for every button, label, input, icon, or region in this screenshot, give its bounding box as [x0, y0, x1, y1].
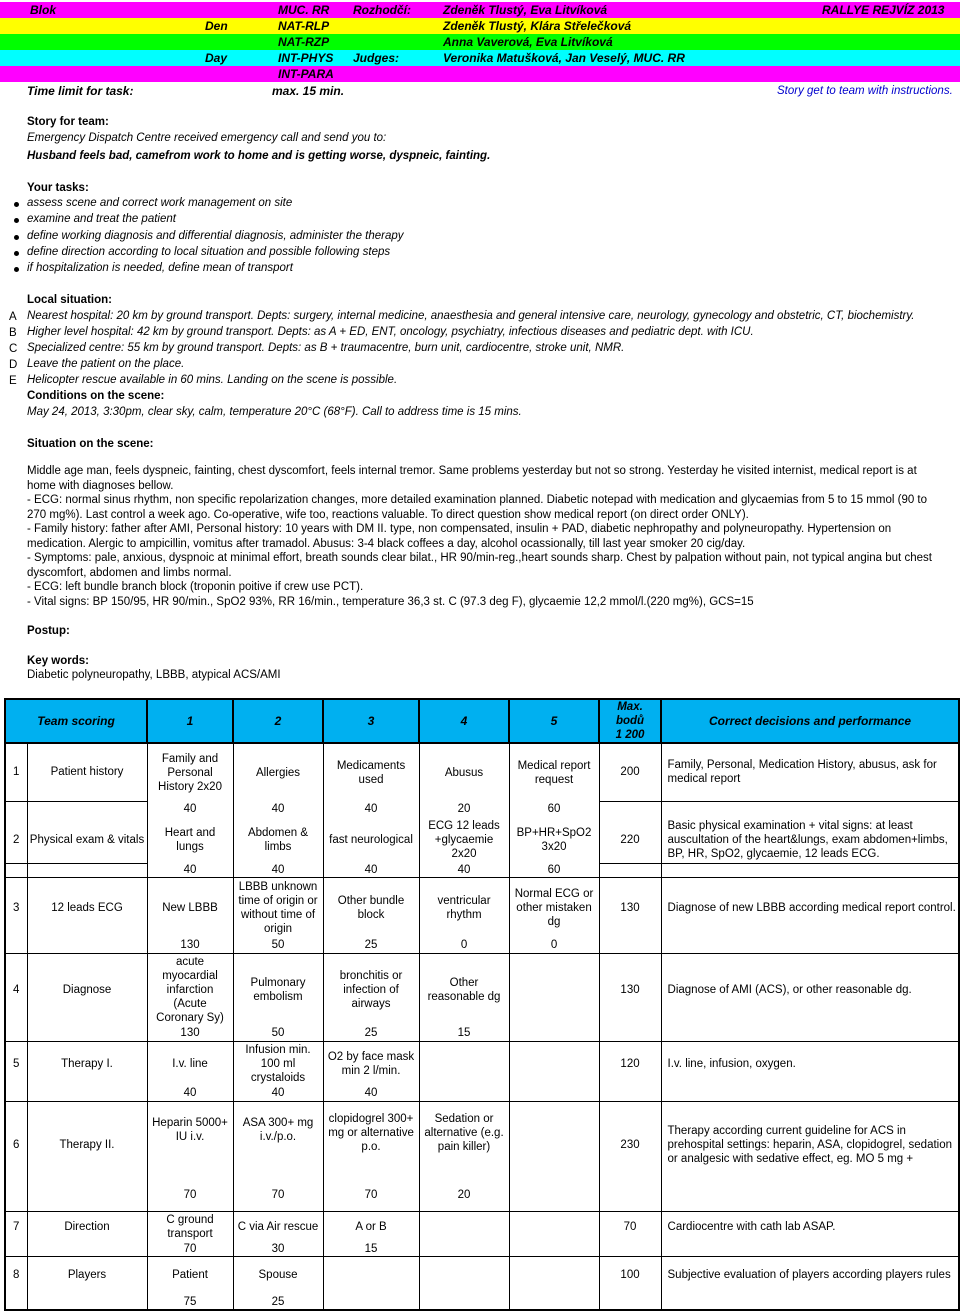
- item-cell: Allergies: [233, 743, 323, 801]
- points-cell: [509, 1086, 599, 1102]
- points-cell: 20: [419, 1188, 509, 1212]
- item-cell: [419, 1212, 509, 1242]
- max-points: 100: [599, 1256, 661, 1294]
- row-description: Subjective evaluation of players according players rules: [661, 1256, 959, 1294]
- header-team-scoring: Team scoring: [5, 699, 147, 743]
- points-cell: 70: [147, 1188, 233, 1212]
- row-name: Diagnose: [27, 954, 147, 1026]
- item-cell: fast neurological: [323, 817, 419, 863]
- max-points: 220: [599, 817, 661, 863]
- label-den: Den: [205, 19, 228, 33]
- item-cell: Medicaments used: [323, 743, 419, 801]
- table-row: [5, 1102, 959, 1188]
- table-row-points: [5, 863, 959, 878]
- time-limit-value: max. 15 min.: [272, 84, 345, 98]
- item-cell: Heart and lungs: [147, 817, 233, 863]
- local-letter-e: E: [9, 375, 17, 387]
- story-title: Story for team:: [27, 116, 109, 128]
- table-row-points: [5, 1188, 959, 1212]
- item-cell: clopidogrel 300+ mg or alternative p.o.: [323, 1102, 419, 1188]
- points-cell: 25: [233, 1294, 323, 1310]
- item-cell: Normal ECG or other mistaken dg: [509, 878, 599, 938]
- header-max-label: Max. bodů: [615, 701, 645, 727]
- points-cell: [323, 1294, 419, 1310]
- local-item-e: Helicopter rescue available in 60 mins. Landing on the scene is possible.: [27, 374, 398, 386]
- header-row-day: [0, 50, 960, 66]
- max-points: 70: [599, 1212, 661, 1242]
- story-line-1: Emergency Dispatch Centre received emergency call and send you to:: [27, 132, 387, 144]
- judges-names-4: Veronika Matušková, Jan Veselý, MUC. RR: [443, 51, 685, 65]
- points-cell: [419, 1242, 509, 1257]
- header-col-2: 2: [233, 699, 323, 743]
- item-cell: A or B: [323, 1212, 419, 1242]
- header-col-1: 1: [147, 699, 233, 743]
- points-cell: 50: [233, 1026, 323, 1042]
- bullet-icon: [14, 251, 19, 256]
- story-line-2: Husband feels bad, camefrom work to home and is getting worse, dyspneic, fainting.: [27, 150, 491, 162]
- item-cell: BP+HR+SpO2 3x20: [509, 817, 599, 863]
- points-cell: 30: [233, 1242, 323, 1257]
- points-cell: 130: [147, 1026, 233, 1042]
- situation-title: Situation on the scene:: [27, 438, 154, 450]
- points-cell: 25: [323, 938, 419, 954]
- points-cell: 40: [323, 1086, 419, 1102]
- max-points: 200: [599, 743, 661, 801]
- item-cell: O2 by face mask min 2 l/min.: [323, 1042, 419, 1086]
- row-number: 4: [5, 954, 27, 1026]
- row-name: Players: [27, 1256, 147, 1294]
- points-cell: [509, 1188, 599, 1212]
- points-cell: 70: [323, 1188, 419, 1212]
- row-number: 8: [5, 1256, 27, 1294]
- task-item: define direction according to local situation and possible following steps: [27, 246, 391, 258]
- header-row-blok: [0, 2, 960, 18]
- max-points: 130: [599, 954, 661, 1026]
- item-cell: Sedation or alternative (e.g. pain killer): [419, 1102, 509, 1188]
- item-cell: [419, 1042, 509, 1086]
- scoring-header-row: [5, 699, 959, 743]
- item-cell: C ground transport: [147, 1212, 233, 1242]
- situation-paragraph: - ECG: left bundle branch block (troponin poitive if crew use PCT).: [27, 581, 364, 593]
- table-row-points: [5, 1026, 959, 1042]
- row-description: Diagnose of new LBBB according medical report control.: [661, 878, 959, 938]
- row-description: Therapy according current guideline for ACS in prehospital settings: heparin, ASA, clopidogrel, sedation or analgesic with sedative effect, eg. MO 5 mg +: [661, 1102, 959, 1188]
- situation-paragraph: Middle age man, feels dyspneic, fainting, chest dyscomfort, feels internal tremor. Same problems yesterday but not so strong. Yesterday he visited internist, medical report is at home with diagnoses bellow.: [27, 465, 917, 492]
- points-cell: 130: [147, 938, 233, 954]
- points-cell: 40: [147, 801, 233, 817]
- row-description: I.v. line, infusion, oxygen.: [661, 1042, 959, 1086]
- row-number: 7: [5, 1212, 27, 1242]
- item-cell: ventricular rhythm: [419, 878, 509, 938]
- item-cell: Abdomen & limbs: [233, 817, 323, 863]
- table-row-points: [5, 1086, 959, 1102]
- time-limit-label: Time limit for task:: [27, 84, 134, 98]
- conditions-text: May 24, 2013, 3:30pm, clear sky, calm, temperature 20°C (68°F). Call to address time is 15 mins.: [27, 406, 522, 418]
- table-row-points: [5, 938, 959, 954]
- row-number: 1: [5, 743, 27, 801]
- item-cell: [509, 1212, 599, 1242]
- label-day: Day: [205, 51, 228, 65]
- header-decisions: Correct decisions and performance: [661, 699, 959, 743]
- points-cell: [419, 1294, 509, 1310]
- item-cell: Medical report request: [509, 743, 599, 801]
- row-description: Family, Personal, Medication History, abusus, ask for medical report: [661, 743, 959, 801]
- max-points: 130: [599, 878, 661, 938]
- header-max-value: 1 200: [615, 729, 645, 741]
- points-cell: 40: [233, 863, 323, 878]
- points-cell: 40: [419, 863, 509, 878]
- item-cell: bronchitis or infection of airways: [323, 954, 419, 1026]
- row-description: Diagnose of AMI (ACS), or other reasonable dg.: [661, 954, 959, 1026]
- task-item: examine and treat the patient: [27, 213, 176, 225]
- row-name: Direction: [27, 1212, 147, 1242]
- local-item-b: Higher level hospital: 42 km by ground transport. Depts: as A + ED, ENT, oncology, psychiatry, infectious diseases and pediatric dept. with ICU.: [27, 326, 754, 338]
- item-cell: [509, 1102, 599, 1188]
- points-cell: [509, 1242, 599, 1257]
- item-cell: Abusus: [419, 743, 509, 801]
- points-cell: 20: [419, 801, 509, 817]
- table-row: [5, 1256, 959, 1294]
- points-cell: [509, 1026, 599, 1042]
- task-item: if hospitalization is needed, define mean of transport: [27, 262, 293, 274]
- points-cell: 40: [147, 1086, 233, 1102]
- row-description: Basic physical examination + vital signs: at least auscultation of the heart&lungs, exam abdomen+limbs, BP, HR, SpO2, glycaemie, 12 leads ECG.: [661, 817, 959, 863]
- header-row-nat-rzp: [0, 34, 960, 50]
- header-row-int-para: [0, 66, 960, 82]
- item-cell: ECG 12 leads +glycaemie 2x20: [419, 817, 509, 863]
- local-item-c: Specialized centre: 55 km by ground transport. Depts: as B + traumacentre, burn unit, cardiocentre, stroke unit, NMR.: [27, 342, 625, 354]
- table-row: [5, 878, 959, 938]
- item-cell: Family and Personal History 2x20: [147, 743, 233, 801]
- row-name: Physical exam & vitals: [27, 817, 147, 863]
- item-cell: LBBB unknown time of origin or without time of origin: [233, 878, 323, 938]
- label-int-phys: INT-PHYS: [278, 51, 334, 65]
- row-name: Patient history: [27, 743, 147, 801]
- label-judges: Judges:: [353, 51, 400, 65]
- item-cell: [509, 954, 599, 1026]
- max-points: 120: [599, 1042, 661, 1086]
- task-item: assess scene and correct work management on site: [27, 197, 293, 209]
- item-cell: [323, 1256, 419, 1294]
- item-cell: Pulmonary embolism: [233, 954, 323, 1026]
- tasks-title: Your tasks:: [27, 182, 89, 194]
- keywords-text: Diabetic polyneuropathy, LBBB, atypical ACS/AMI: [27, 669, 281, 681]
- points-cell: 60: [509, 801, 599, 817]
- header-row-den: [0, 18, 960, 34]
- item-cell: Spouse: [233, 1256, 323, 1294]
- task-item: define working diagnosis and differential diagnosis, administer the therapy: [27, 230, 404, 242]
- table-row: [5, 817, 959, 863]
- item-cell: Patient: [147, 1256, 233, 1294]
- story-note: Story get to team with instructions.: [777, 85, 953, 97]
- points-cell: 0: [419, 938, 509, 954]
- situation-paragraph: - Vital signs: BP 150/95, HR 90/min., SpO2 93%, RR 16/min., temperature 36,3 st. C (97.3 deg F), glycaemie 12,2 mmol/l.(220 mg%), GCS=15: [27, 596, 754, 608]
- table-row-points: [5, 1294, 959, 1310]
- row-number: 2: [5, 817, 27, 863]
- table-row: [5, 1212, 959, 1242]
- situation-paragraph: - Family history: father after AMI, Personal history: 10 years with DM II. type, non compensated, insulin + PAD, diabetic nephropathy and polyneuropathy. Hypertension on medication. Alergic to ampicillin, vomitus after tramadol. Abusus: 3-4 black coffees a day, alcohol ocassionally, till last year smoker 20 cig/day.: [27, 523, 892, 550]
- item-cell: [509, 1042, 599, 1086]
- bullet-icon: [14, 235, 19, 240]
- keywords-title: Key words:: [27, 655, 89, 667]
- local-letter-d: D: [9, 359, 18, 371]
- item-cell: [509, 1256, 599, 1294]
- table-row: [5, 1042, 959, 1086]
- local-title: Local situation:: [27, 294, 112, 306]
- points-cell: 15: [419, 1026, 509, 1042]
- row-name: 12 leads ECG: [27, 878, 147, 938]
- header-col-3: 3: [323, 699, 419, 743]
- label-int-para: INT-PARA: [278, 67, 334, 81]
- item-cell: Other bundle block: [323, 878, 419, 938]
- label-nat-rlp: NAT-RLP: [278, 19, 330, 33]
- header-col-5: 5: [509, 699, 599, 743]
- points-cell: 0: [509, 938, 599, 954]
- item-cell: Heparin 5000+ IU i.v.: [147, 1102, 233, 1188]
- item-cell: acute myocardial infarction (Acute Coronary Sy): [147, 954, 233, 1026]
- row-name: Therapy I.: [27, 1042, 147, 1086]
- points-cell: 40: [147, 863, 233, 878]
- points-cell: 75: [147, 1294, 233, 1310]
- points-cell: 40: [233, 801, 323, 817]
- max-points: 230: [599, 1102, 661, 1188]
- item-cell: [419, 1256, 509, 1294]
- judges-names-3: Anna Vaverová, Eva Litvíková: [443, 35, 613, 49]
- judges-names-1: Zdeněk Tlustý, Eva Litvíková: [443, 3, 608, 17]
- points-cell: 40: [233, 1086, 323, 1102]
- bullet-icon: [14, 267, 19, 272]
- bullet-icon: [14, 218, 19, 223]
- label-rozhodci: Rozhodčí:: [353, 3, 411, 17]
- header-max: [599, 699, 661, 743]
- label-nat-rzp: NAT-RZP: [278, 35, 330, 49]
- postup-title: Postup:: [27, 625, 70, 637]
- points-cell: 50: [233, 938, 323, 954]
- table-row-points: [5, 1242, 959, 1257]
- item-cell: New LBBB: [147, 878, 233, 938]
- local-item-a: Nearest hospital: 20 km by ground transport. Depts: surgery, internal medicine, anaesthesia and general intensive care, neurology, gynecology and obstetric, CT, biochemistry.: [27, 310, 915, 322]
- label-blok: Blok: [30, 3, 57, 17]
- points-cell: 40: [323, 801, 419, 817]
- label-muc-rr: MUC. RR: [278, 3, 330, 17]
- conditions-title: Conditions on the scene:: [27, 390, 165, 402]
- points-cell: 40: [323, 863, 419, 878]
- table-row: [5, 743, 959, 801]
- points-cell: 70: [233, 1188, 323, 1212]
- local-item-d: Leave the patient on the place.: [27, 358, 185, 370]
- local-letter-b: B: [9, 327, 17, 339]
- event-title: RALLYE REJVÍZ 2013: [822, 3, 945, 17]
- situation-paragraph: - Symptoms: pale, anxious, dyspnoic at minimal effort, breath sounds clear bilat., HR 90/min-reg.,heart sounds sharp. Chest by palpation without pain, not typical angina but chest dyscomfort, abdomen and limbs normal.: [27, 552, 932, 579]
- header-col-4: 4: [419, 699, 509, 743]
- points-cell: 60: [509, 863, 599, 878]
- judges-names-2: Zdeněk Tlustý, Klára Střelečková: [443, 19, 632, 33]
- row-number: 5: [5, 1042, 27, 1086]
- points-cell: [509, 1294, 599, 1310]
- item-cell: ASA 300+ mg i.v./p.o.: [233, 1102, 323, 1188]
- points-cell: [419, 1086, 509, 1102]
- item-cell: Other reasonable dg: [419, 954, 509, 1026]
- bullet-icon: [14, 202, 19, 207]
- points-cell: 15: [323, 1242, 419, 1257]
- item-cell: I.v. line: [147, 1042, 233, 1086]
- row-name: Therapy II.: [27, 1102, 147, 1188]
- row-number: 3: [5, 878, 27, 938]
- table-row-points-top: [5, 801, 959, 817]
- scoring-table: [4, 698, 960, 1311]
- item-cell: Infusion min. 100 ml crystaloids: [233, 1042, 323, 1086]
- local-letter-c: C: [9, 343, 18, 355]
- table-row: [5, 954, 959, 1026]
- points-cell: 25: [323, 1026, 419, 1042]
- situation-paragraph: - ECG: normal sinus rhythm, non specific repolarization changes, more detailed examination planned. Diabetic notepad with medication and glycaemias from 5 to 15 mmol (90 to 270 mg%). Last control a week ago. Co-operative, wife too, reactions valuable. To direct question show medical report (on direct order ONLY).: [27, 494, 928, 521]
- item-cell: C via Air rescue: [233, 1212, 323, 1242]
- local-letter-a: A: [9, 311, 17, 323]
- row-description: Cardiocentre with cath lab ASAP.: [661, 1212, 959, 1242]
- row-number: 6: [5, 1102, 27, 1188]
- points-cell: 70: [147, 1242, 233, 1257]
